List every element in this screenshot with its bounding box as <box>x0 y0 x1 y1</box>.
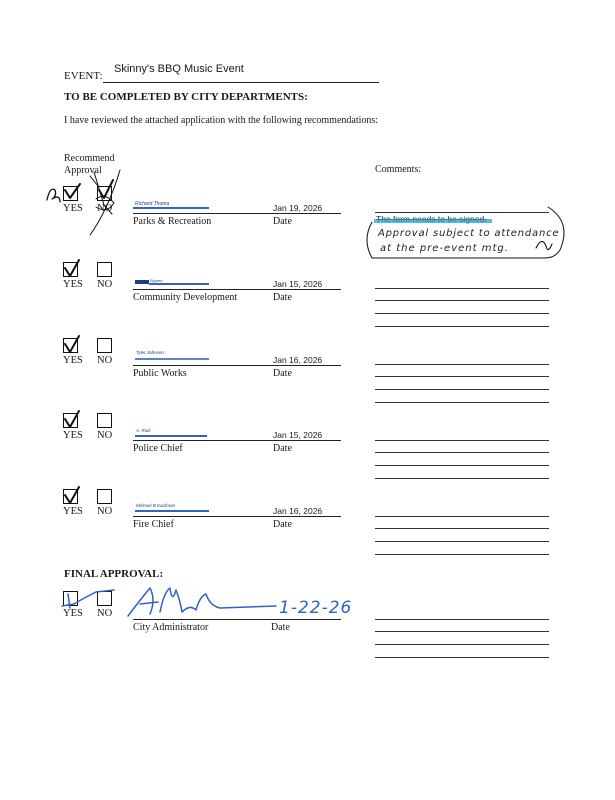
no-label: NO <box>97 430 113 441</box>
checkmark-icon <box>65 487 79 503</box>
no-label: NO <box>97 279 113 290</box>
parks-handwritten-comment-2: at the pre-event mtg. <box>380 243 509 254</box>
date-label: Date <box>273 368 292 379</box>
date-parks: Jan 19, 2026 <box>273 203 323 213</box>
yes-label: YES <box>63 203 83 214</box>
checkmark-icon <box>65 336 79 352</box>
checkmark-icon <box>65 260 79 276</box>
no-label: NO <box>97 203 113 214</box>
initials-mark <box>536 241 552 249</box>
final-date-handwritten: 1-22-26 <box>279 598 353 618</box>
comment-bracket <box>545 207 564 258</box>
parks-handwritten-comment-1: Approval subject to attendance <box>378 228 560 239</box>
date-label: Date <box>273 292 292 303</box>
yes-label: YES <box>63 430 83 441</box>
yes-label: YES <box>63 608 83 619</box>
dept-name-public-works: Public Works <box>133 368 187 379</box>
pen-mark <box>68 594 70 608</box>
event-label: EVENT: <box>64 70 103 82</box>
recommend-label-line2: Approval <box>64 165 102 176</box>
date-label: Date <box>273 443 292 454</box>
intro-text: I have reviewed the attached application with the following recommendations: <box>64 115 379 126</box>
date-label: Date <box>271 622 290 633</box>
yes-label: YES <box>63 355 83 366</box>
dept-name-parks: Parks & Recreation <box>133 216 212 227</box>
date-public-works: Jan 16, 2026 <box>273 355 323 365</box>
signature-parks: Richard Thoma <box>135 201 170 207</box>
checkmark-icon <box>65 411 79 427</box>
strike-line <box>90 170 120 235</box>
no-label: NO <box>97 608 113 619</box>
final-signature-stroke <box>160 588 276 612</box>
dept-name-police: Police Chief <box>133 443 183 454</box>
no-label: NO <box>97 506 113 517</box>
date-police: Jan 15, 2026 <box>273 430 323 440</box>
date-label: Date <box>273 519 292 530</box>
dept-name-community-dev: Community Development <box>133 292 238 303</box>
recommend-label-line1: Recommend <box>64 153 115 164</box>
final-approval-heading: FINAL APPROVAL: <box>64 568 164 580</box>
initials-mark <box>47 189 60 202</box>
signature-community-dev: Signed <box>150 278 163 283</box>
signature-fire: Michael B Kaufman <box>136 503 176 508</box>
yes-label: YES <box>63 279 83 290</box>
no-label: NO <box>97 355 113 366</box>
circle-mark <box>96 196 114 209</box>
date-label: Date <box>273 216 292 227</box>
yes-label: YES <box>63 506 83 517</box>
date-fire: Jan 16, 2026 <box>273 506 323 516</box>
section-heading: TO BE COMPLETED BY CITY DEPARTMENTS: <box>64 91 308 103</box>
city-administrator-label: City Administrator <box>133 622 209 633</box>
comment-bracket <box>367 222 545 258</box>
final-signature <box>128 588 158 616</box>
signature-police: A. Ruiz <box>136 428 151 433</box>
comments-label: Comments: <box>375 164 422 175</box>
checkmark-icon <box>65 184 80 198</box>
signature-public-works: Tyler Johnson <box>136 350 164 355</box>
date-community-dev: Jan 15, 2026 <box>273 279 323 289</box>
dept-name-fire: Fire Chief <box>133 519 174 530</box>
event-name: Skinny's BBQ Music Event <box>114 63 244 75</box>
